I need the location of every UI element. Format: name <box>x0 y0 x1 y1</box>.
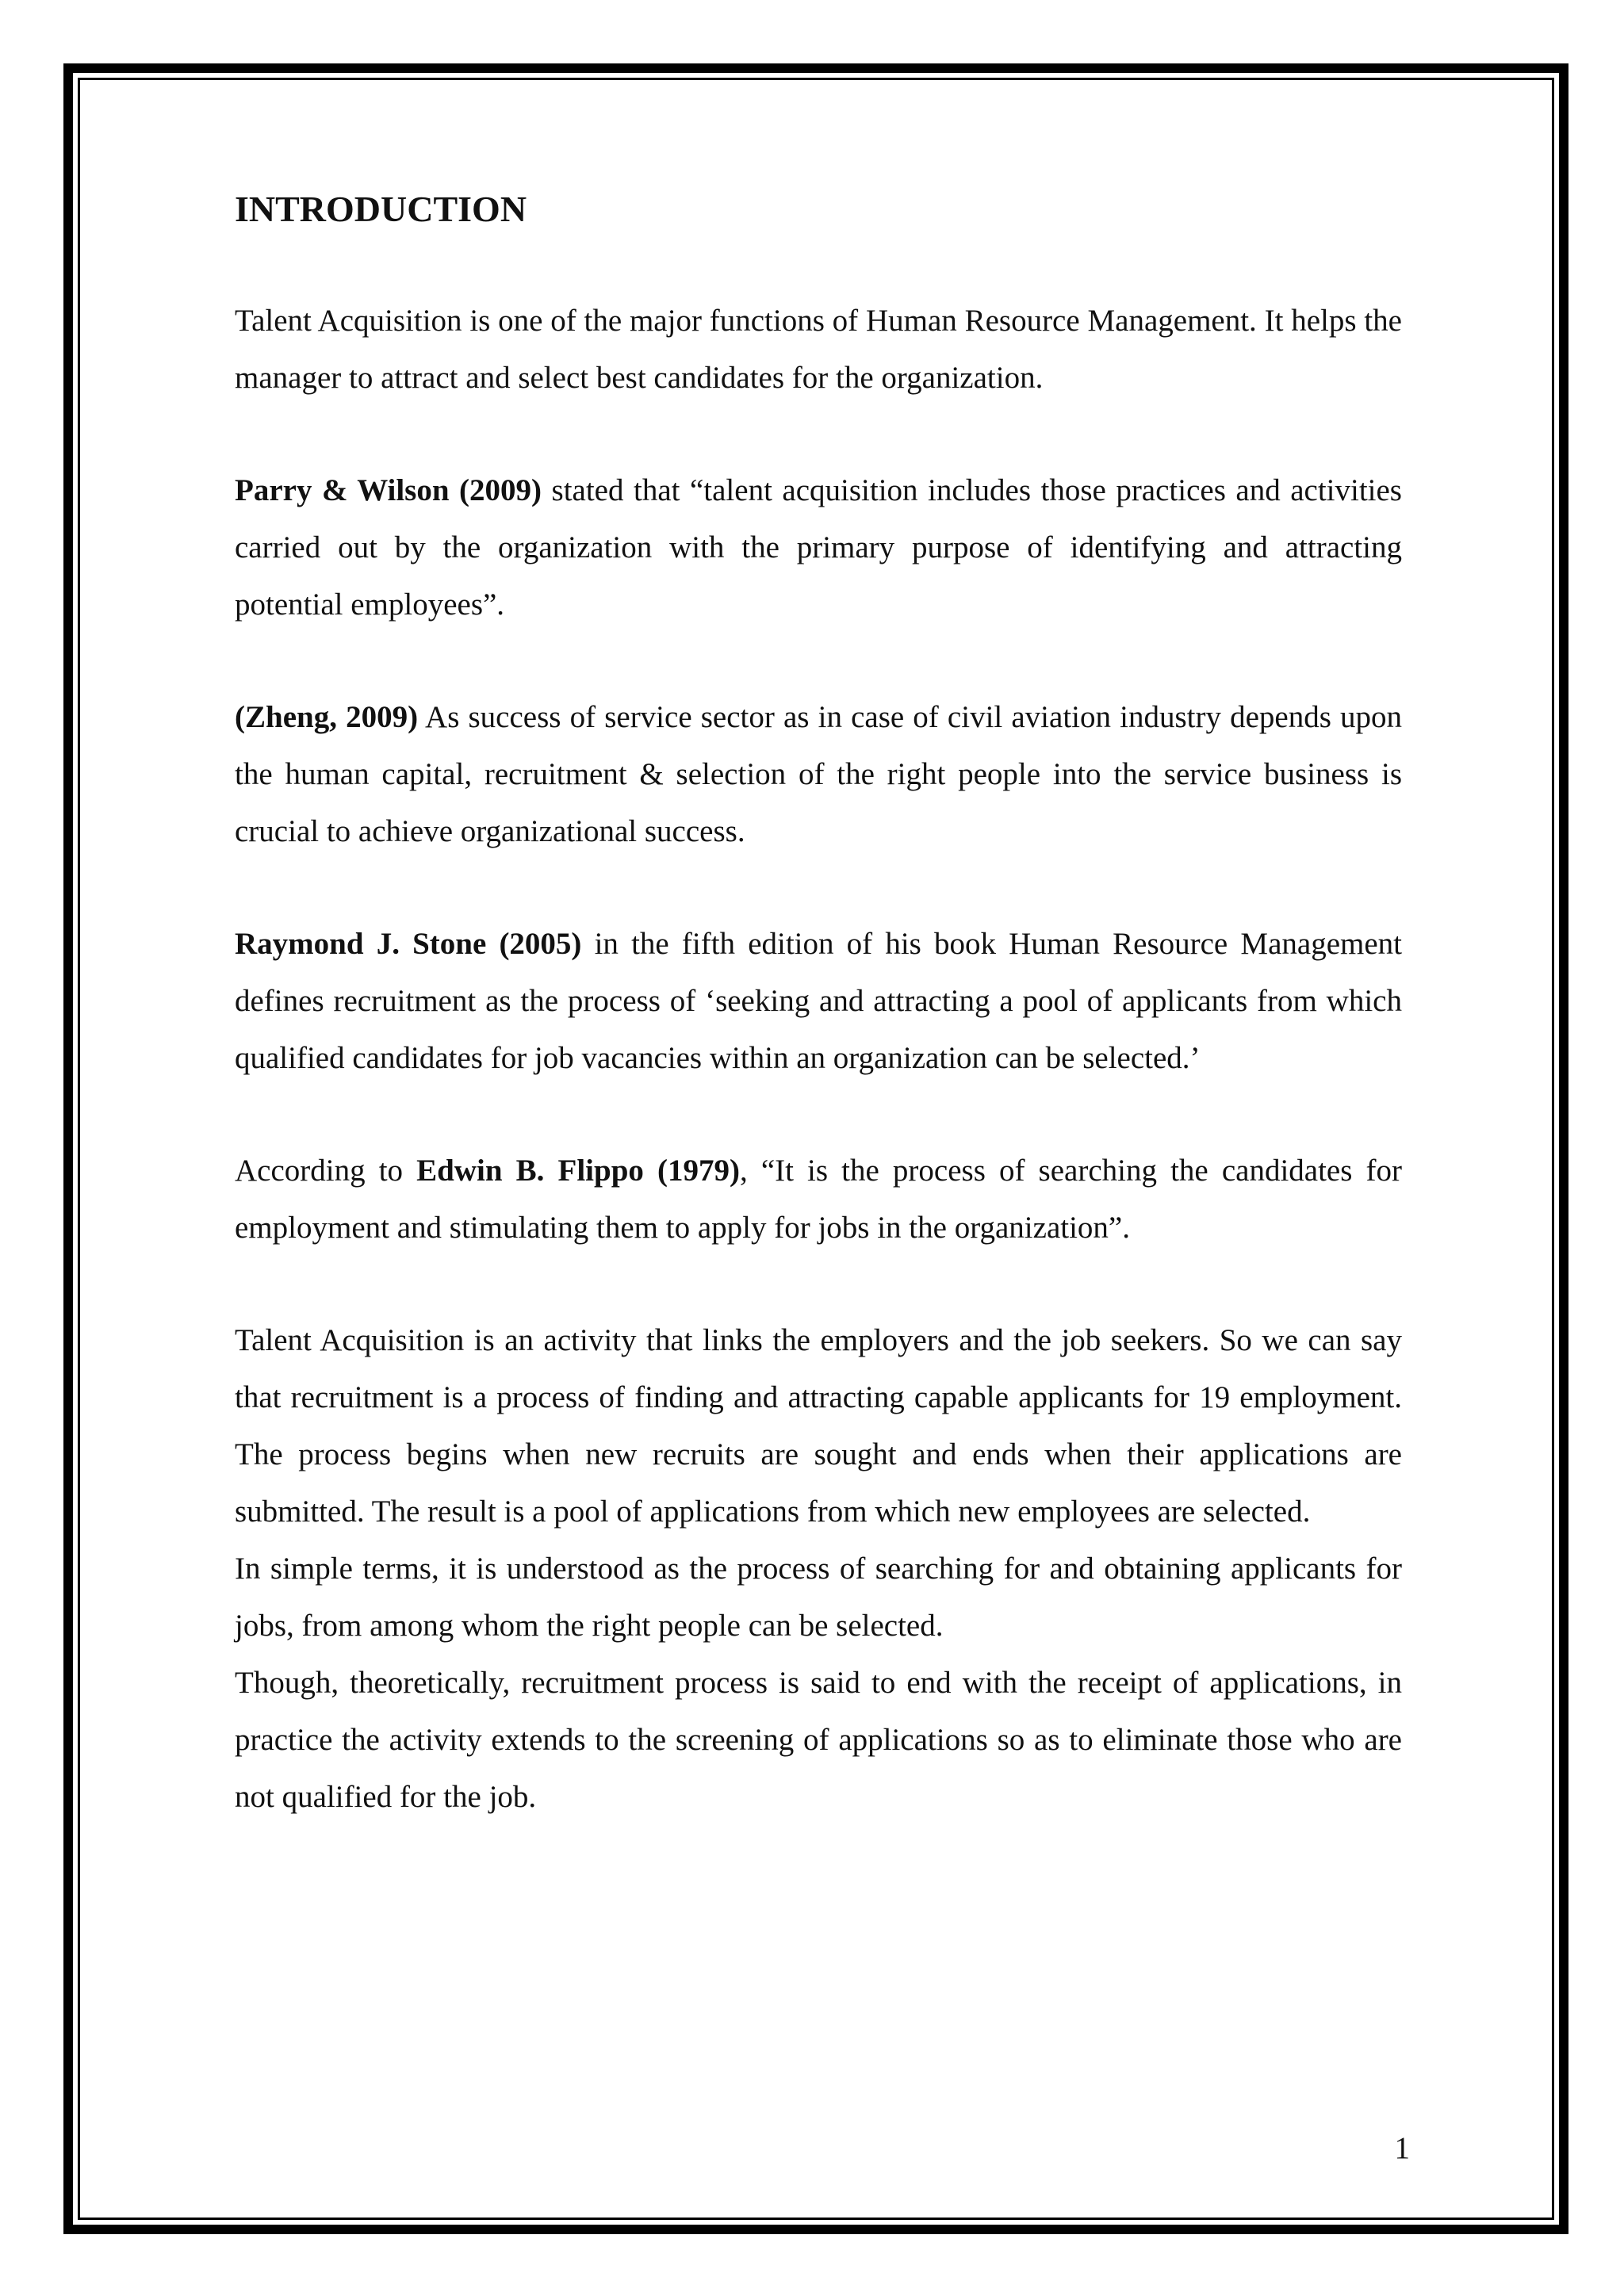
citation-flippo: Edwin B. Flippo (1979) <box>416 1154 740 1188</box>
paragraph-talent-activity: Talent Acquisition is an activity that links the employers and the job seekers. So we can say that recruitment is a process of finding and attracting capable applicants for 19 employment. The process begins when new recruits are sought and ends when their applications are submitted. The result is a pool of applications from which new employees are selected. <box>235 1323 1402 1529</box>
paragraph-stone <box>235 916 1402 1087</box>
paragraph-parry-wilson <box>235 462 1402 633</box>
citation-stone: Raymond J. Stone (2005) <box>235 927 582 962</box>
paragraph-intro: Talent Acquisition is one of the major functions of Human Resource Management. It helps the manager to attract and select best candidates for the organization. <box>235 304 1402 396</box>
citation-zheng: (Zheng, 2009) <box>235 700 419 735</box>
paragraph-zheng <box>235 689 1402 860</box>
citation-parry-wilson: Parry & Wilson (2009) <box>235 473 542 508</box>
paragraph-flippo-prefix: According to <box>235 1154 417 1188</box>
paragraph-parry-wilson-text: stated that “talent acquisition includes those practices and activities carried out by the organization with the primary purpose of identifying and attracting potential employees”. <box>235 473 1402 622</box>
paragraph-theoretically: Though, theoretically, recruitment process is said to end with the receipt of applications, in practice the activity extends to the screening of applications so as to eliminate those who are not qualified for the job. <box>235 1666 1402 1815</box>
document-body <box>235 187 1402 1826</box>
paragraph-flippo-text: , “It is the process of searching the candidates for employment and stimulating them to apply for jobs in the organization”. <box>235 1154 1402 1246</box>
paragraph-zheng-text: As success of service sector as in case of civil aviation industry depends upon the human capital, recruitment & selection of the right people into the service business is crucial to achieve organizational success. <box>235 700 1402 849</box>
section-heading: INTRODUCTION <box>235 189 527 229</box>
paragraph-simple-terms: In simple terms, it is understood as the process of searching for and obtaining applicants for jobs, from among whom the right people can be selected. <box>235 1552 1402 1644</box>
page-number: 1 <box>1394 2131 1410 2165</box>
paragraph-flippo <box>235 1142 1402 1257</box>
paragraph-stone-text: in the fifth edition of his book Human Resource Management defines recruitment as the process of ‘seeking and attracting a pool of applicants from which qualified candidates for job vacancies within an organization can be selected.’ <box>235 927 1402 1076</box>
